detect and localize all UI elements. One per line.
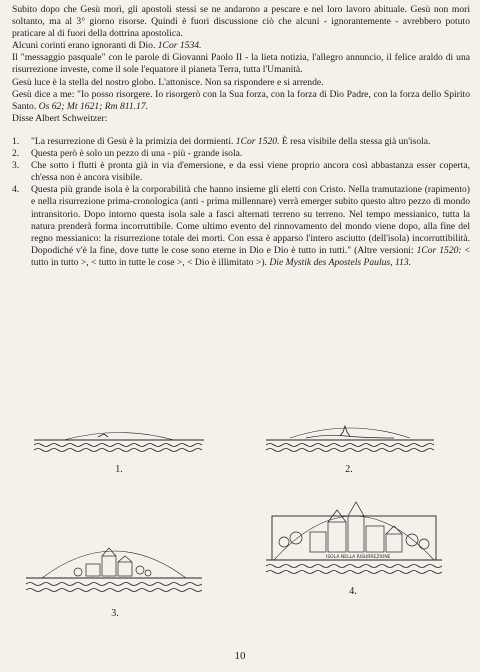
list-number: 3. [12, 160, 20, 172]
island-sketch-1 [34, 420, 204, 460]
paragraph-4: Gesù luce è la stella del nostro globo. L'attonisce. Non sa rispondere e si arrende. [12, 76, 324, 88]
figure-label: 2. [345, 464, 353, 475]
list-number: 4. [12, 184, 20, 196]
figure-2 [266, 416, 434, 475]
list-item [12, 160, 470, 184]
island-sketch-3 [26, 506, 202, 606]
paragraph-5 [12, 89, 470, 113]
figure-label: 1. [115, 464, 123, 475]
figure-label: 3. [111, 608, 119, 619]
figure-4 [266, 476, 442, 597]
paragraph-5-text: Gesù dice a me: "Io posso risorgere. Io risorgerò con la Sua forza, con la forza di Dio Padre, con la forza dello Spirito Santo. [12, 88, 470, 112]
paragraph-1: Subito dopo che Gesù morì, gli apostoli stessi se ne andarono a pescare e nel loro lavoro abituale. Gesù non morì soltanto, ma al 3° giorno risorse. Quindi è fuori discussione ciò che alcuni - ignorantemente - avrebbero potuto praticare al di fuori della dottrina apostolica. [12, 4, 470, 40]
figure-1 [34, 420, 204, 475]
island-figures [0, 420, 480, 640]
island-sketch-2 [266, 416, 434, 460]
list-text: Che sotto i flutti è pronta già in via d'emersione, e da essi viene proprio ancora così abbastanza esser coperta, ch'essa non è ancora visibile. [31, 160, 470, 184]
list-text: È resa visibile della stessa già un'isola. [279, 135, 431, 147]
list-item [12, 184, 470, 269]
list-text: "La resurrezione di Gesù è la primizia dei dormienti. [31, 135, 234, 147]
paragraph-3: Il "messaggio pasquale" con le parole di Giovanni Paolo II - la lieta notizia, l'allegro annuncio, il felice araldo di una risurrezione investe, come il sole l'equatore il pianeta Terra, tutta l'Umanità. [12, 52, 470, 76]
list-text: Questa più grande isola è la corporabilità che hanno insieme gli eletti con Cristo. Nella tramutazione (rapimento) e nella risurrezione prima-cronologica (anti - prima millennare) verrà emerger subito questo altro pezzo di mondo intransitorio. Dopo intorno questa isola sale a fasci alternati terreno su terreno. Nel tempo messianico, tutta la natura prenderà forma incorruttibile. Come ultimo evento del rinnovamento del mondo viene dopo, alla fine del regno messianico: la risurrezione totale dei morti. Con essa è apparso l'intero asciutto (dell'isola) incorruttibilità. Dopodiché v'è la fine, dove tutte le cose sono eterne in Dio e Dio è tutto in tutti." (Altre versioni: [31, 184, 470, 256]
island-sketch-4 [266, 476, 442, 586]
paragraph-6: Disse Albert Schweitzer: [12, 112, 108, 124]
reference: 1Cor 1520: [416, 244, 462, 256]
document-body [12, 4, 470, 269]
list-item [12, 148, 470, 160]
paragraph-2-text: Alcuni corinti erano ignoranti di Dio. [12, 40, 156, 52]
figure-3 [26, 506, 202, 619]
reference: 1Cor 1534. [157, 40, 202, 52]
numbered-list [12, 136, 470, 269]
list-item [12, 136, 470, 148]
paragraph-2 [12, 40, 470, 52]
list-number: 1. [12, 135, 20, 147]
reference: 1Cor 1520. [235, 135, 280, 147]
page-number: 10 [234, 650, 246, 662]
list-text: Questa però è solo un pezzo di una - più - grande isola. [31, 148, 243, 160]
list-number: 2. [12, 148, 20, 160]
figure-caption: ISOLA NELLA RISURREZIONE [326, 555, 391, 560]
source-citation: Die Mystik des Apostels Paulus, 113. [266, 256, 412, 268]
figure-label: 4. [349, 586, 357, 597]
reference: Os 62; Mt 1621; Rm 811.17. [38, 100, 149, 112]
list-text: < tutto in tutto >, < tutto in tutte le cose >, < Dio è illimitato >). [31, 244, 471, 268]
